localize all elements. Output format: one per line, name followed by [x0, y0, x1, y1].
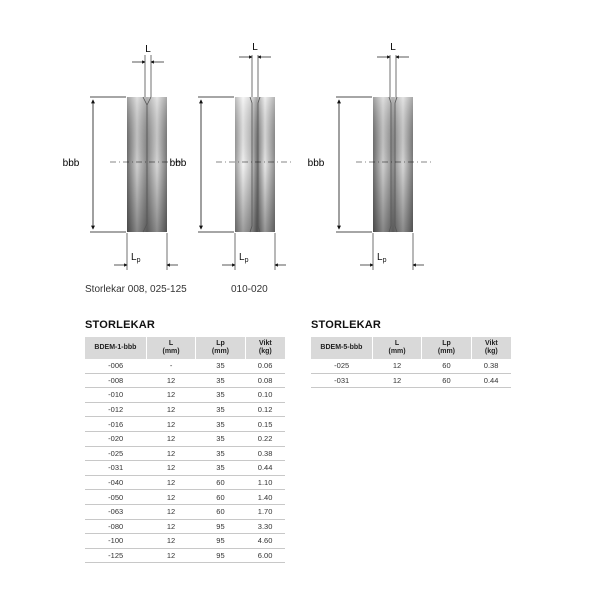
header-cell: Vikt (kg) — [471, 337, 511, 359]
header-cell: BDEM-1-bbb — [85, 337, 146, 359]
table-row — [85, 490, 285, 505]
table-cell: 60 — [196, 475, 245, 490]
table-cell: 12 — [146, 373, 195, 388]
table-cell: 12 — [146, 548, 195, 563]
table-cell: 95 — [196, 534, 245, 549]
table-cell: 0.22 — [245, 431, 285, 446]
table-cell: 12 — [146, 519, 195, 534]
table-cell: 35 — [196, 446, 245, 461]
table-cell: 12 — [146, 402, 195, 417]
table-cell: 12 — [146, 417, 195, 432]
dim-lp-label-3: $L_p$ — [377, 252, 387, 264]
dim-l-label-1: L — [145, 44, 151, 55]
table-cell: 3.30 — [245, 519, 285, 534]
table-cell: 12 — [372, 373, 421, 388]
header-cell: Lp (mm) — [196, 337, 245, 359]
table-cell: -020 — [85, 431, 146, 446]
table-header-row — [85, 337, 285, 359]
table-row — [85, 548, 285, 563]
table-cell: 35 — [196, 417, 245, 432]
table-cell: 12 — [372, 359, 421, 373]
table-cell: -100 — [85, 534, 146, 549]
table-row — [85, 519, 285, 534]
table-row — [85, 373, 285, 388]
table-cell: 0.15 — [245, 417, 285, 432]
table-cell: 12 — [146, 534, 195, 549]
table-cell: 12 — [146, 388, 195, 403]
table-cell: 1.10 — [245, 475, 285, 490]
header-cell: Lp (mm) — [422, 337, 471, 359]
header-cell: L (mm) — [146, 337, 195, 359]
table-cell: 0.44 — [245, 461, 285, 476]
dim-bbb-label-1: bbb — [62, 158, 80, 169]
caption-middle: 010-020 — [231, 284, 268, 295]
table-row — [85, 359, 285, 373]
table-cell: - — [146, 359, 195, 373]
dim-lp-label-2: $L_p$ — [239, 252, 249, 264]
table-cell: -008 — [85, 373, 146, 388]
dim-l-label-2: L — [252, 42, 258, 53]
table-cell: 60 — [422, 373, 471, 388]
table-cell: -031 — [85, 461, 146, 476]
table-cell: -125 — [85, 548, 146, 563]
table-cell: 0.06 — [245, 359, 285, 373]
table-cell: 95 — [196, 548, 245, 563]
header-cell: L (mm) — [372, 337, 421, 359]
dim-bbb-label-2: bbb — [169, 158, 187, 169]
table-cell: 6.00 — [245, 548, 285, 563]
spec-table-bdem-5 — [311, 337, 511, 388]
table-row — [85, 402, 285, 417]
table-cell: -050 — [85, 490, 146, 505]
table-cell: 0.38 — [471, 359, 511, 373]
table-cell: 1.40 — [245, 490, 285, 505]
table-header-row — [311, 337, 511, 359]
table-cell: 12 — [146, 431, 195, 446]
table-cell: 35 — [196, 402, 245, 417]
table-cell: -031 — [311, 373, 372, 388]
table-cell: 4.60 — [245, 534, 285, 549]
table-cell: 95 — [196, 519, 245, 534]
dim-l-label-3: L — [390, 42, 396, 53]
table-cell: 35 — [196, 359, 245, 373]
table-cell: 12 — [146, 490, 195, 505]
table-cell: 0.08 — [245, 373, 285, 388]
table-cell: 60 — [196, 490, 245, 505]
table-row — [85, 446, 285, 461]
table-row — [85, 461, 285, 476]
table-cell: 12 — [146, 461, 195, 476]
table-row — [85, 431, 285, 446]
dim-bbb-label-3: bbb — [307, 158, 325, 169]
table-cell: 0.38 — [245, 446, 285, 461]
table-cell: -025 — [311, 359, 372, 373]
table-cell: 0.12 — [245, 402, 285, 417]
table-cell: 0.44 — [471, 373, 511, 388]
table-cell: 35 — [196, 388, 245, 403]
table-row — [85, 504, 285, 519]
technical-drawings — [0, 0, 600, 280]
table-cell: 12 — [146, 446, 195, 461]
header-cell: BDEM-5-bbb — [311, 337, 372, 359]
table-cell: 12 — [146, 504, 195, 519]
table-row — [85, 475, 285, 490]
table-cell: -080 — [85, 519, 146, 534]
table-cell: -063 — [85, 504, 146, 519]
table-cell: 35 — [196, 373, 245, 388]
table-row — [311, 359, 511, 373]
table-cell: 60 — [196, 504, 245, 519]
drawing-3 — [336, 55, 432, 270]
table1-title: STORLEKAR — [85, 319, 156, 331]
table-cell: -006 — [85, 359, 146, 373]
table-cell: 12 — [146, 475, 195, 490]
table-cell: -025 — [85, 446, 146, 461]
table-cell: 60 — [422, 359, 471, 373]
table-cell: 1.70 — [245, 504, 285, 519]
spec-table-bdem-1 — [85, 337, 285, 563]
drawing-2 — [198, 55, 292, 270]
table2-title: STORLEKAR — [311, 319, 382, 331]
table-row — [85, 417, 285, 432]
table-cell: 35 — [196, 431, 245, 446]
table-row — [85, 534, 285, 549]
table-row — [85, 388, 285, 403]
dim-lp-label-1: $L_p$ — [131, 252, 141, 264]
table-row — [311, 373, 511, 388]
table-cell: -010 — [85, 388, 146, 403]
table-cell: -040 — [85, 475, 146, 490]
caption-left: Storlekar 008, 025-125 — [85, 284, 187, 295]
table-cell: 35 — [196, 461, 245, 476]
table-cell: 0.10 — [245, 388, 285, 403]
table-cell: -012 — [85, 402, 146, 417]
table-cell: -016 — [85, 417, 146, 432]
header-cell: Vikt (kg) — [245, 337, 285, 359]
